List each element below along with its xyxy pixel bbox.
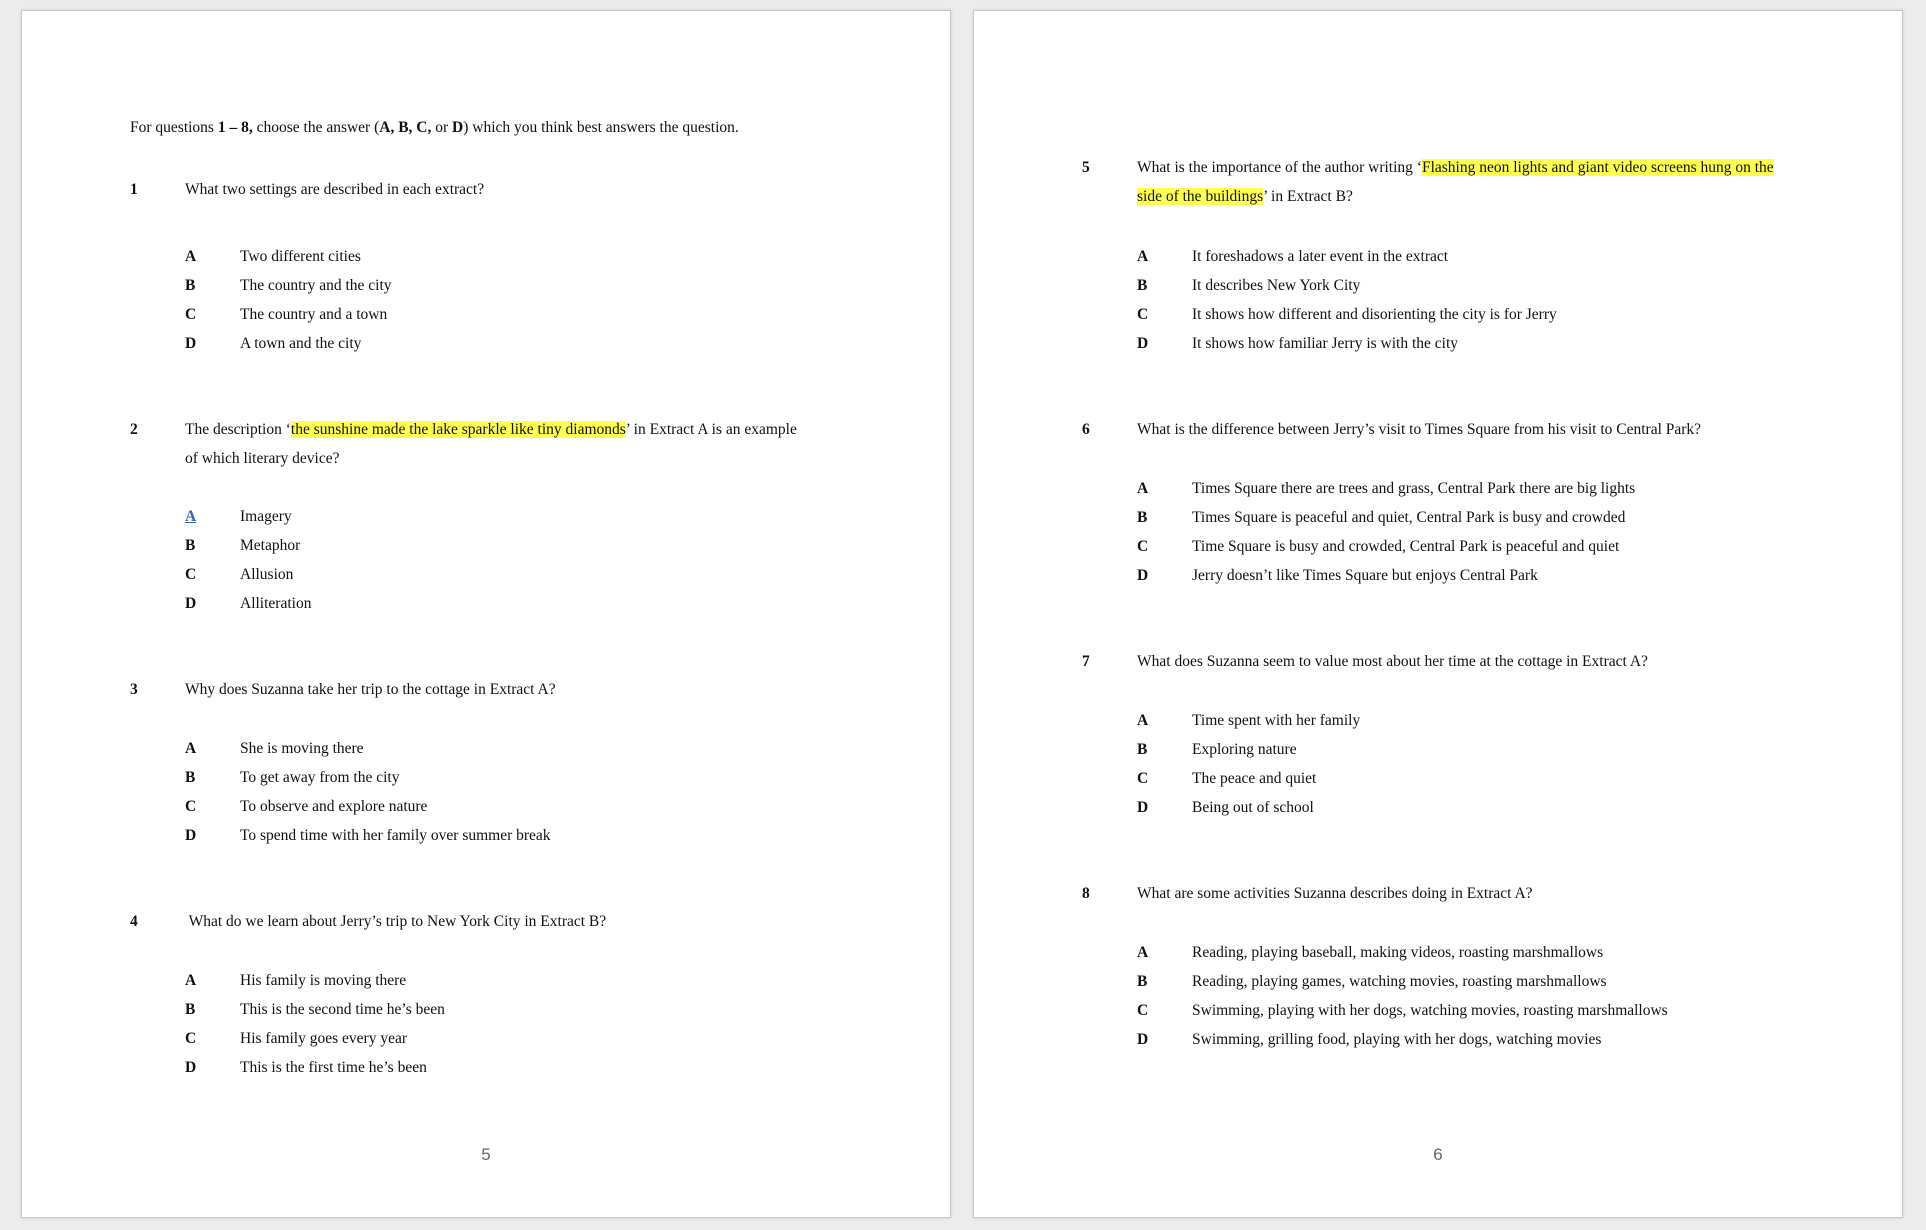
option-text: Alliteration bbox=[240, 595, 312, 612]
option-letter: C bbox=[185, 798, 197, 815]
option-text: Swimming, grilling food, playing with her dogs, watching movies bbox=[1192, 1031, 1602, 1048]
option-text: This is the second time he’s been bbox=[240, 1001, 445, 1018]
question-text: What do we learn about Jerry’s trip to New York City in Extract B? bbox=[185, 913, 607, 930]
option-text: Time Square is busy and crowded, Central Park is peaceful and quiet bbox=[1192, 538, 1620, 555]
option-text: His family is moving there bbox=[240, 972, 407, 989]
page-number: 6 bbox=[1433, 1145, 1443, 1164]
option-text: Exploring nature bbox=[1192, 741, 1297, 758]
option-letter: D bbox=[185, 595, 197, 612]
option-text: Allusion bbox=[240, 566, 294, 583]
option-letter: A bbox=[1137, 480, 1149, 497]
question-text: The description ‘the sunshine made the lake sparkle like tiny diamonds’ in Extract A is an example of which literary device? bbox=[185, 421, 797, 467]
option-letter: D bbox=[1137, 1031, 1149, 1048]
option-letter: B bbox=[185, 1001, 196, 1018]
option-letter: D bbox=[185, 335, 197, 352]
option-letter: B bbox=[185, 277, 196, 294]
option-letter: D bbox=[1137, 335, 1149, 352]
question-text: Why does Suzanna take her trip to the cottage in Extract A? bbox=[185, 681, 556, 698]
option-letter: A bbox=[1137, 944, 1149, 961]
option-text: Jerry doesn’t like Times Square but enjoys Central Park bbox=[1192, 567, 1538, 584]
option-letter: A bbox=[185, 740, 197, 757]
option-letter: D bbox=[1137, 799, 1149, 816]
option-text: A town and the city bbox=[240, 335, 362, 352]
option-letter: B bbox=[1137, 509, 1148, 526]
option-text: Reading, playing games, watching movies, roasting marshmallows bbox=[1192, 973, 1607, 990]
option-text: To get away from the city bbox=[240, 769, 400, 786]
option-letter: C bbox=[185, 306, 197, 323]
option-letter-selected: A bbox=[185, 508, 197, 525]
option-text: This is the first time he’s been bbox=[240, 1059, 427, 1076]
option-text: She is moving there bbox=[240, 740, 364, 757]
option-text: To spend time with her family over summer break bbox=[240, 827, 551, 844]
option-text: The peace and quiet bbox=[1192, 770, 1317, 787]
option-text: Time spent with her family bbox=[1192, 712, 1361, 729]
option-text: Two different cities bbox=[240, 248, 361, 265]
question-number: 5 bbox=[1082, 159, 1090, 176]
option-text: Times Square is peaceful and quiet, Central Park is busy and crowded bbox=[1192, 509, 1626, 526]
option-text: Times Square there are trees and grass, Central Park there are big lights bbox=[1192, 480, 1636, 497]
question-text: What does Suzanna seem to value most about her time at the cottage in Extract A? bbox=[1137, 653, 1648, 670]
option-letter: A bbox=[1137, 248, 1149, 265]
option-letter: B bbox=[185, 537, 196, 554]
option-letter: C bbox=[1137, 770, 1149, 787]
option-letter: A bbox=[1137, 712, 1149, 729]
option-text: Swimming, playing with her dogs, watching movies, roasting marshmallows bbox=[1192, 1002, 1668, 1019]
question-text: What is the difference between Jerry’s visit to Times Square from his visit to Central Park? bbox=[1137, 421, 1702, 438]
option-letter: C bbox=[1137, 1002, 1149, 1019]
option-letter: D bbox=[1137, 567, 1149, 584]
highlighted-quote: the sunshine made the lake sparkle like tiny diamonds bbox=[290, 421, 626, 438]
option-text: Imagery bbox=[240, 508, 292, 525]
option-text: It shows how familiar Jerry is with the city bbox=[1192, 335, 1459, 352]
option-letter: D bbox=[185, 1059, 197, 1076]
option-letter: C bbox=[1137, 538, 1149, 555]
option-letter: C bbox=[185, 1030, 197, 1047]
question-number: 3 bbox=[130, 681, 138, 698]
document-page-5 bbox=[21, 10, 951, 1218]
option-text: Metaphor bbox=[240, 537, 301, 554]
option-letter: B bbox=[1137, 277, 1148, 294]
option-text: His family goes every year bbox=[240, 1030, 407, 1047]
question-number: 2 bbox=[130, 421, 138, 438]
option-text: Reading, playing baseball, making videos, roasting marshmallows bbox=[1192, 944, 1604, 961]
option-letter: A bbox=[185, 248, 197, 265]
instructions: For questions 1 – 8, choose the answer (A, B, C, or D) which you think best answers the question. bbox=[130, 119, 739, 136]
option-letter: A bbox=[185, 972, 197, 989]
page-number: 5 bbox=[481, 1145, 491, 1164]
option-letter: C bbox=[1137, 306, 1149, 323]
question-text: What two settings are described in each extract? bbox=[185, 181, 485, 198]
option-letter: B bbox=[185, 769, 196, 786]
question-text: What are some activities Suzanna describes doing in Extract A? bbox=[1137, 885, 1533, 902]
option-text: It shows how different and disorienting the city is for Jerry bbox=[1192, 306, 1557, 323]
highlighted-quote: Flashing neon lights and giant video screens hung on the side of the buildings bbox=[1137, 159, 1774, 205]
option-text: To observe and explore nature bbox=[240, 798, 428, 815]
option-letter: B bbox=[1137, 973, 1148, 990]
option-text: The country and the city bbox=[240, 277, 392, 294]
question-number: 8 bbox=[1082, 885, 1090, 902]
option-letter: C bbox=[185, 566, 197, 583]
question-number: 1 bbox=[130, 181, 138, 198]
option-text: It foreshadows a later event in the extract bbox=[1192, 248, 1449, 265]
option-text: The country and a town bbox=[240, 306, 388, 323]
option-text: Being out of school bbox=[1192, 799, 1314, 816]
question-number: 4 bbox=[130, 913, 138, 930]
option-text: It describes New York City bbox=[1192, 277, 1361, 294]
question-text: What is the importance of the author writing ‘Flashing neon lights and giant video screens hung on the side of the buildings’ in Extract B? bbox=[1137, 159, 1774, 205]
question-number: 6 bbox=[1082, 421, 1090, 438]
option-letter: D bbox=[185, 827, 197, 844]
option-letter: B bbox=[1137, 741, 1148, 758]
document-page-6 bbox=[973, 10, 1903, 1218]
question-number: 7 bbox=[1082, 653, 1090, 670]
